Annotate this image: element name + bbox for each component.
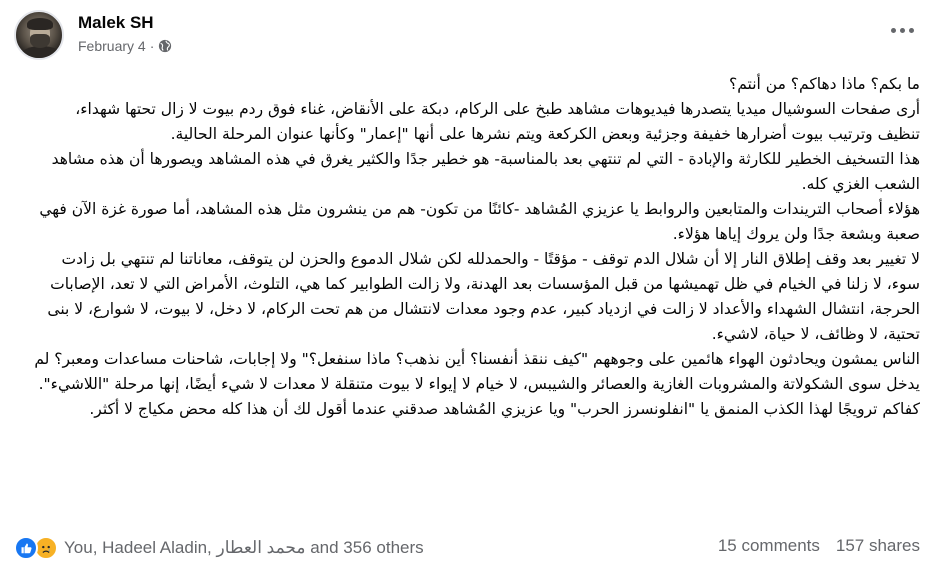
avatar-beard bbox=[30, 34, 50, 48]
avatar-shoulders bbox=[20, 46, 62, 60]
shares-count[interactable]: 157 shares bbox=[835, 536, 920, 555]
post-header bbox=[14, 10, 920, 62]
post-paragraph: هذا التسخيف الخطير للكارثة والإبادة - التي لم تنتهي بعد بالمناسبة- هو خطير جدًا والكثير يغرق في هذه المشاهد ويصورها أن هذه مشاهد الشعب الغزي كله. bbox=[51, 150, 920, 193]
more-dot bbox=[900, 28, 905, 33]
avatar-hair bbox=[27, 18, 53, 30]
post-meta bbox=[78, 38, 172, 54]
more-dot bbox=[909, 28, 914, 33]
like-icon bbox=[14, 536, 38, 560]
author-name[interactable]: Malek SH bbox=[78, 13, 154, 32]
reacted-by-text[interactable]: You, Hadeel Aladin, محمد العطار and 356 others bbox=[64, 538, 424, 557]
post-paragraph: لا تغيير بعد وقف إطلاق النار إلا أن شلال الدم توقف - مؤقتًا - والحمدلله لكن شلال الدموع والحزن لن يتوقف، معاناتنا لم تنتهي بل زادت سوء، لا زلنا في الخيام في ظل تهميشها من قبل المؤسسات بعد الهدنة، ولا زالت الطوابير كما هي، التلوث، الأمراض التي لا تعد، الإصابات الحرجة، انتشال الشهداء والأعداد لا زالت في ازدياد كبير، عدم وجود معدات لانتشال من هم تحت الركام، لا دخل، لا بيوت، لا شوارع، لا بنى تحتية، لا وظائف، لا حياة، لاشيء. bbox=[47, 250, 920, 343]
post-body bbox=[30, 72, 920, 422]
comments-count[interactable]: 15 comments bbox=[717, 536, 820, 555]
engagement-counts bbox=[718, 536, 920, 556]
meta-separator: · bbox=[149, 38, 155, 54]
post-paragraph: الناس يمشون ويحادثون الهواء هائمين على وجوههم "كيف ننقذ أنفسنا؟ أين نذهب؟ ماذا سنفعل؟" ولا إجابات، شاحنات مساعدات ومعبر؟ لم يدخل سوى الشكولاتة والمشروبات الغازية والعصائر والشيبس، لا خيام لا إيواء لا بيوت متنقلة لا معدات لا شيء أيضًا، إنها مرحلة "اللاشيء". bbox=[34, 350, 920, 393]
post-footer bbox=[14, 536, 920, 562]
post-paragraph: أرى صفحات السوشيال ميديا يتصدرها فيديوهات مشاهد طبخ على الركام، دبكة على الأنقاض، غناء فوق ردم بيوت لا زال تحتها شهداء، تنظيف وترتيب بيوت أضرارها خفيفة وجزئية وبعض الكركعة ويتم نشرها على أنها "إعمار" وكأنها عنوان المرحلة الحالية. bbox=[75, 100, 920, 143]
post-paragraph: هؤلاء أصحاب التريندات والمتابعين والروابط يا عزيزي المُشاهد -كائنًا من تكون- هم من ينشرون مثل هذه المشاهد، أما صورة غزة الآن فهي صعبة وبشعة جدًا ولن يروك إياها هؤلاء. bbox=[39, 200, 920, 243]
more-options-icon[interactable] bbox=[884, 18, 920, 42]
post-paragraph: كفاكم ترويجًا لهذا الكذب المنمق يا "انفلونسرز الحرب" ويا عزيزي المُشاهد صدقني عندما أقول لك أن هذا كله محض مكياج لا أكثر. bbox=[89, 400, 920, 418]
more-dot bbox=[891, 28, 896, 33]
post-paragraph: ما بكم؟ ماذا دهاكم؟ من أنتم؟ bbox=[729, 75, 920, 93]
globe-icon[interactable] bbox=[158, 39, 172, 53]
avatar[interactable] bbox=[14, 10, 64, 60]
reactions-summary[interactable] bbox=[14, 536, 424, 560]
post-date[interactable]: February 4 bbox=[78, 38, 146, 54]
